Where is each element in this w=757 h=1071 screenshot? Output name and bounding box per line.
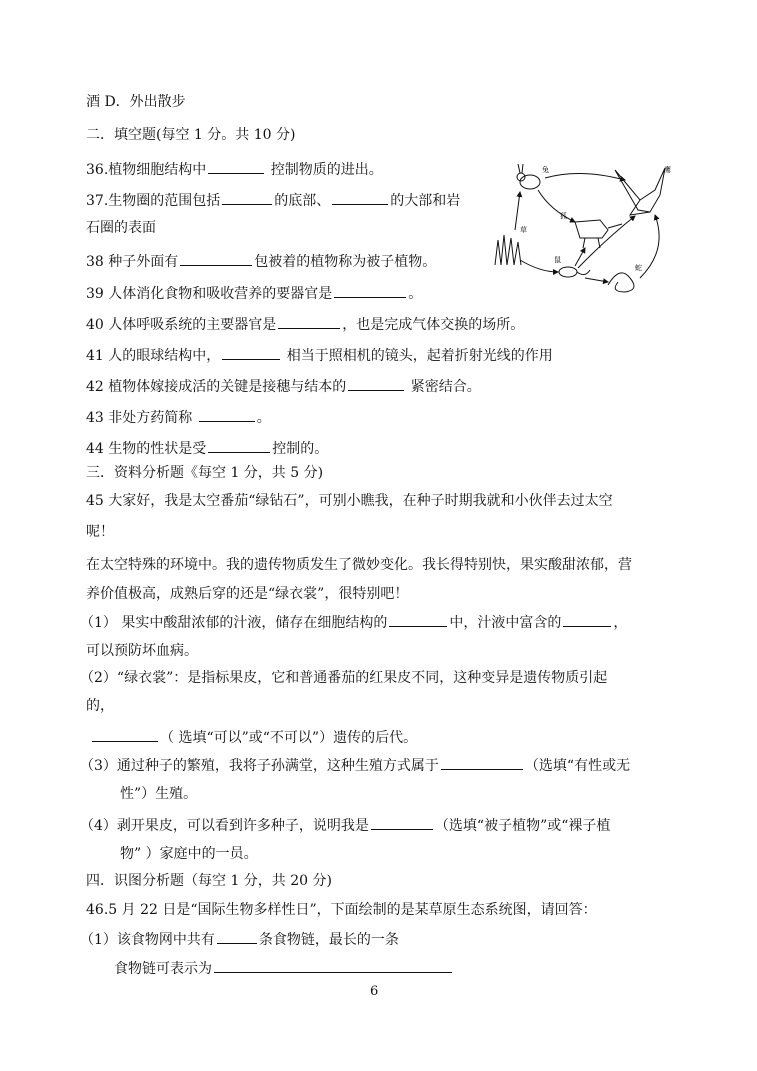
food-web-diagram: [490, 160, 680, 300]
q44-blank: [208, 438, 270, 453]
arrow-mouse-eagle: [578, 216, 635, 268]
q45-para2-cont: 养价值极高，成熟后穿的还是“绿衣裳”，很特别吧！: [86, 586, 409, 602]
q46-sub1-blank: [217, 929, 257, 944]
rabbit-label: 兔: [542, 166, 549, 174]
q42-blank: [348, 376, 404, 391]
arrow-mouse-snake: [585, 278, 608, 282]
q45-sub2: （2）“绿衣裳”：是指标果皮，它和普通番茄的红果皮不同，这种变异是遗传物质引起: [80, 670, 608, 686]
q45-sub3-cont: 性”）生殖。: [120, 786, 198, 802]
q36-blank: [208, 159, 264, 174]
q41-blank: [222, 345, 280, 360]
page-number: 6: [370, 984, 379, 999]
q43: 43 非处方药简称 。: [86, 407, 271, 427]
q37: 37.生物圈的范围包括 的底部、 的大部和岩: [86, 190, 460, 210]
q45-sub2-line3: （ 选填“可以”或“不可以”）遗传的后代。: [90, 727, 417, 747]
snake-label: 蛇: [635, 264, 642, 272]
q37-blank-2: [332, 190, 388, 205]
arrow-rabbit-fox: [538, 190, 575, 222]
section-3-heading: 三．资料分析题《每空 1 分，共 5 分): [86, 465, 324, 481]
snake-icon: [608, 273, 634, 292]
q45-sub3-blank: [441, 755, 523, 770]
arrow-mouse-fox: [575, 248, 585, 266]
q46-sub1: （1）该食物网中共有 条食物链，最长的一条: [80, 929, 399, 949]
fox-label: 狐: [560, 212, 567, 220]
q36: 36.植物细胞结构中 控制物质的进出。: [86, 159, 383, 179]
option-d-line: 酒 D．外出散步: [86, 94, 186, 110]
q43-blank: [199, 407, 255, 422]
q38-blank: [180, 251, 252, 266]
q45-sub4: （4）剥开果皮，可以看到许多种子，说明我是 （选填“被子植物”或“裸子植: [80, 815, 610, 835]
eagle-label: 鹰: [664, 166, 671, 174]
q39: 39 人体消化食物和吸收营养的要器官是 。: [86, 283, 422, 303]
section-4-heading: 四．识图分析题（每空 1 分，共 20 分): [86, 873, 332, 889]
mouse-icon: [559, 267, 590, 277]
q45-sub2-cont: 的，: [86, 698, 114, 714]
q46: 46.5 月 22 日是“国际生物多样性日”，下面绘制的是某草原生态系统图，请回答：: [86, 902, 597, 918]
q41: 41 人的眼球结构中， 相当于照相机的镜头，起着折射光线的作用: [86, 345, 553, 365]
q45-sub4-blank: [371, 815, 433, 830]
q45-sub3: （3）通过种子的繁殖，我将子孙满堂，这种生殖方式属于 （选填“有性或无: [80, 755, 630, 775]
q40: 40 人体呼吸系统的主要器官是 ，也是完成气体交换的场所。: [86, 314, 524, 334]
q45-sub1-cont: 可以预防坏血病。: [86, 643, 198, 659]
q46-sub1-cont: 食物链可表示为: [114, 958, 454, 978]
q45-para1: 45 大家好，我是太空番茄“绿钻石”，可别小瞧我，在种子时期我就和小伙伴去过太空: [86, 493, 613, 509]
section-2-heading: 二．填空题(每空 1 分。共 10 分): [86, 127, 296, 143]
mouse-label: 鼠: [554, 256, 561, 264]
q45-sub2-blank: [92, 727, 158, 742]
q45-para2: 在太空特殊的环境中。我的遗传物质发生了微妙变化。我长得特别快，果实酸甜浓郁，营: [86, 557, 632, 573]
eagle-icon: [615, 168, 665, 215]
grass-icon: [495, 235, 521, 265]
q46-food-chain-blank: [214, 958, 452, 973]
arrow-grass-rabbit: [515, 192, 520, 230]
q37-blank-1: [222, 190, 272, 205]
fox-icon: [575, 220, 622, 248]
q45-para1-cont: 呢！: [86, 524, 114, 540]
arrow-grass-mouse: [520, 260, 558, 272]
grass-label: 草: [520, 226, 527, 234]
q39-blank: [334, 283, 406, 298]
q45-sub1: （1） 果实中酸甜浓郁的汁液，储存在细胞结构的 中，汁液中富含的 ，: [80, 612, 627, 632]
rabbit-icon: [517, 164, 540, 189]
q37-cont: 石圈的表面: [86, 220, 156, 236]
q45-sub1-blank-2: [563, 612, 611, 627]
q42: 42 植物体嫁接成活的关键是接穗与结本的 紧密结合。: [86, 376, 481, 396]
q44: 44 生物的性状是受 控制的。: [86, 438, 328, 458]
q45-sub1-blank-1: [389, 612, 447, 627]
q45-sub4-cont: 物” ）家庭中的一员。: [120, 846, 258, 862]
arrow-rabbit-eagle: [545, 173, 625, 180]
arrow-snake-eagle: [640, 215, 659, 278]
q38: 38 种子外面有 包被着的植物称为被子植物。: [86, 251, 436, 271]
q40-blank: [278, 314, 340, 329]
